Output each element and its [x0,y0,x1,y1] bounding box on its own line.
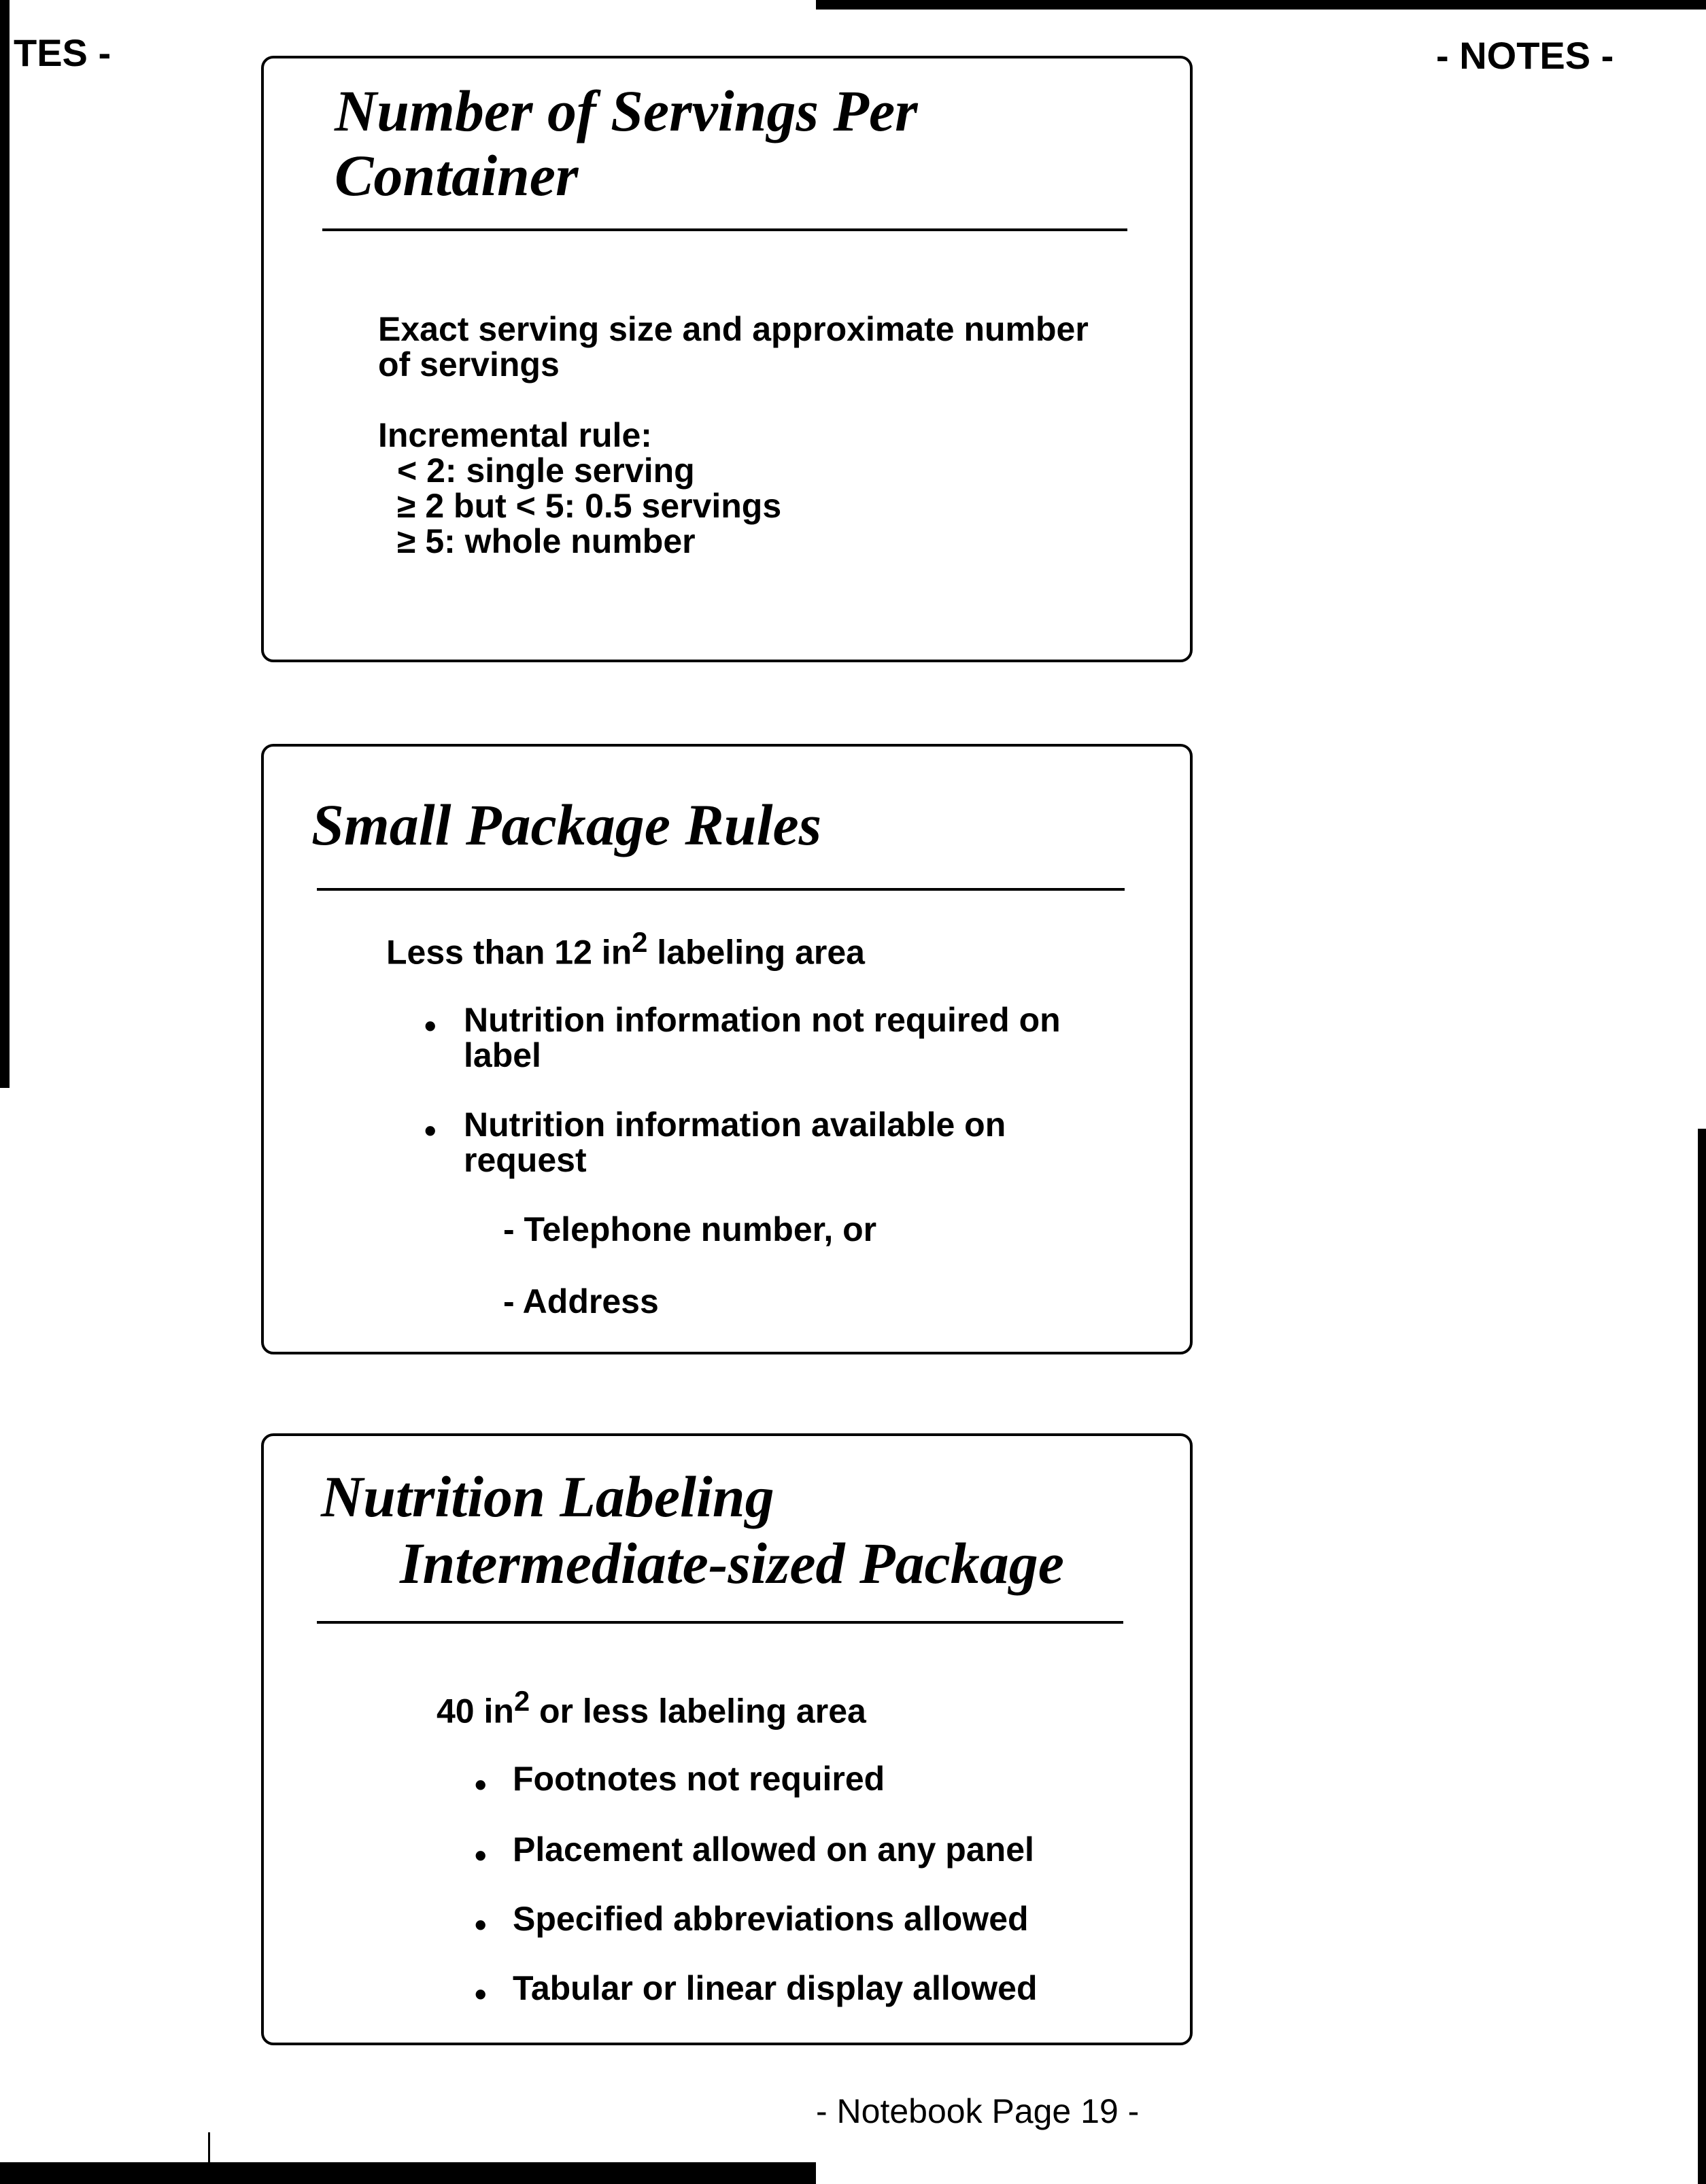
slide-intermediate-package [261,1433,1193,2045]
bullet-item-1 [464,1002,1061,1073]
incremental-rule-item-3: ≥ 5: whole number [397,522,696,560]
slide-title-line-1: Number of Servings Per [335,78,918,143]
sub-item-telephone: - Telephone number, or [503,1210,877,1248]
paragraph-line-1: Exact serving size and approximate number [378,310,1089,348]
bullet-dot: • [424,1112,437,1150]
superscript-2: 2 [513,1685,530,1717]
bullet-item-1: Footnotes not required [513,1760,885,1798]
bullet-item-4: Tabular or linear display allowed [513,1969,1038,2007]
bullet-item-2-line-1: Nutrition information available on [464,1106,1006,1144]
slide-small-package-rules [261,744,1193,1354]
slide-title-line-2: Intermediate-sized Package [400,1531,1064,1596]
bullet-dot: • [424,1007,437,1045]
bullet-item-2 [464,1107,1006,1178]
labeling-area-lead [386,927,865,970]
scan-edge-bottom [0,2162,816,2184]
bullet-dot: • [475,1837,487,1875]
incremental-rule-item-1: < 2: single serving [397,451,695,490]
slide-title-line-1: Nutrition Labeling [321,1464,774,1529]
page-number-footer: - Notebook Page 19 - [816,2092,1140,2130]
superscript-2: 2 [632,926,648,958]
bullet-item-1-line-2: label [464,1036,541,1074]
bullet-item-2: Placement allowed on any panel [513,1830,1034,1869]
paragraph-line-2: of servings [378,345,560,383]
lead-text: 40 in [437,1692,514,1730]
labeling-area-lead [437,1686,866,1729]
bullet-dot: • [475,1975,487,2013]
notes-header-right: - NOTES - [1436,34,1614,77]
title-divider [317,1621,1123,1624]
bullet-dot: • [475,1766,487,1804]
serving-size-paragraph [378,311,1089,382]
bullet-dot: • [475,1906,487,1944]
bullet-item-2-line-2: request [464,1141,587,1179]
slide-title-line-2: Container [335,142,579,208]
incremental-rule-item-2: ≥ 2 but < 5: 0.5 servings [397,487,782,525]
title-divider [322,228,1127,231]
sub-item-address: - Address [503,1282,659,1320]
lead-text-suffix: labeling area [647,933,865,972]
scan-edge-top [816,0,1706,10]
title-divider [317,888,1125,891]
incremental-rule-heading: Incremental rule: [378,416,652,454]
bullet-item-3: Specified abbreviations allowed [513,1900,1029,1938]
lead-text: Less than 12 in [386,933,632,972]
slide-servings-per-container [261,56,1193,662]
slide-title [335,79,918,207]
scan-edge-left [0,0,10,1088]
lead-text-suffix: or less labeling area [530,1692,866,1730]
scan-tick-mark [208,2132,210,2170]
notes-header-left: TES - [14,31,112,74]
scan-edge-right [1698,1129,1706,2184]
bullet-item-1-line-1: Nutrition information not required on [464,1001,1061,1039]
slide-title: Small Package Rules [311,792,822,857]
